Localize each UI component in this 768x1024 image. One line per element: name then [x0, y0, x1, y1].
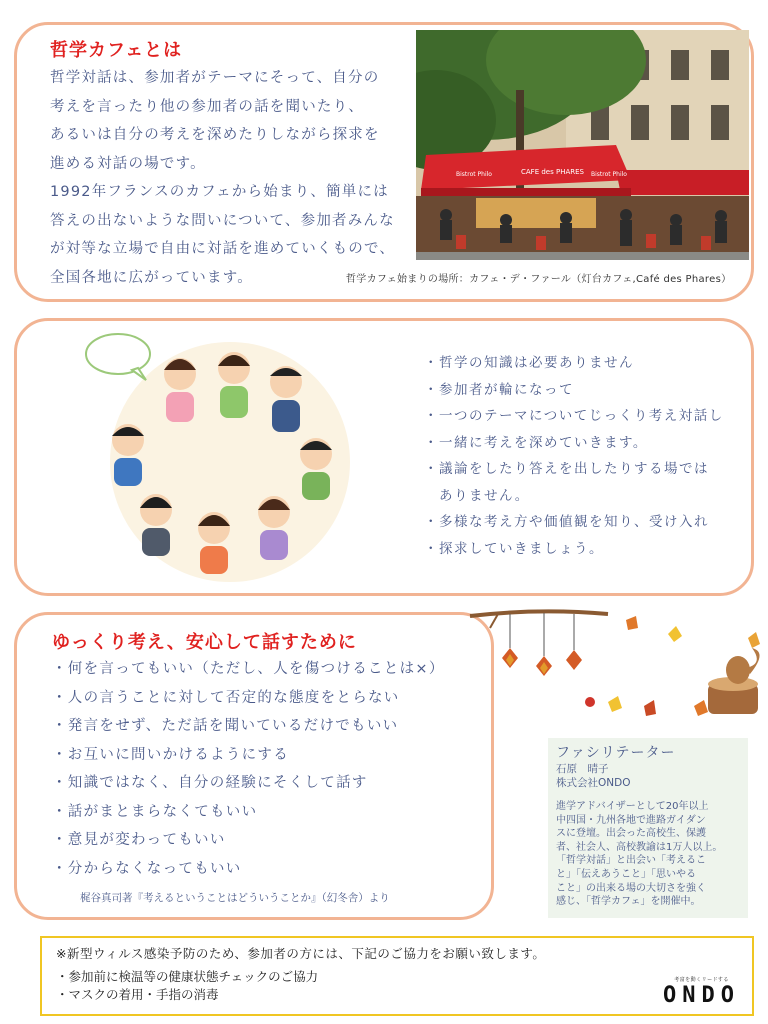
- about-bullet: ・探求していきましょう。: [424, 540, 604, 557]
- facilitator-bio: [556, 800, 740, 909]
- intro-line: 答えの出ないような問いについて、参加者みんな: [50, 212, 395, 229]
- intro-line: 1992年フランスのカフェから始まり、簡単には: [50, 184, 389, 200]
- notice-heading: ※新型ウィルス感染予防のため、参加者の方には、下記のご協力をお願い致します。: [56, 946, 546, 961]
- notice-item: ・参加前に検温等の健康状態チェックのご協力: [56, 969, 319, 984]
- intro-line: あるいは自分の考えを深めたりしながら探求を: [50, 127, 380, 143]
- bio-line: 中四国・九州各地で進路ガイダン: [556, 814, 706, 826]
- intro-line: 哲学対話は、参加者がテーマにそって、自分の: [50, 70, 380, 86]
- rule-item: ・お互いに問いかけるようにする: [52, 746, 289, 763]
- intro-line: 進める対話の場です。: [50, 155, 206, 172]
- rule-item: ・人の言うことに対して否定的な態度をとらない: [52, 689, 400, 706]
- rule-item: ・意見が変わってもいい: [52, 832, 226, 848]
- citation: 梶谷真司著『考えるということはどういうことか』（幻冬舎）より: [80, 892, 390, 904]
- photo-caption: 哲学カフェ始まりの場所：カフェ・デ・ファール（灯台カフェ,Café des Phares）: [346, 274, 732, 285]
- ground-rules-title: ゆっくり考え、安心して話すために: [52, 632, 357, 653]
- intro-line: が対等な立場で自由に対話を進めていくもので、: [50, 241, 396, 257]
- awning-sign-right: Bistrot Philo: [591, 171, 627, 178]
- bio-line: 者、社会人、高校教諭は1万人以上。: [556, 841, 723, 853]
- intro-text: [50, 64, 395, 292]
- logo-wordmark: ONDO: [663, 983, 740, 1008]
- ground-rules-list: [52, 655, 445, 883]
- logo-tagline: 考富を動くリードする: [674, 977, 729, 983]
- rule-item: ・発言をせず、ただ話を聞いているだけでもいい: [52, 718, 399, 734]
- about-bullet: ・議論をしたり答えを出したりする場では: [424, 461, 709, 477]
- intro-line: 全国各地に広がっています。: [50, 269, 253, 286]
- intro-title: 哲学カフェとは: [50, 40, 183, 61]
- intro-line: 考えを言ったり他の参加者の話を聞いたり、: [50, 98, 364, 115]
- bio-line: 感じ、「哲学カフェ」を開催中。: [556, 896, 701, 908]
- awning-sign-left: Bistrot Philo: [456, 171, 492, 178]
- bio-line: こと」の出来る場の大切さを強く: [556, 882, 706, 894]
- about-bullet: ・一緒に考えを深めていきます。: [424, 434, 648, 451]
- bio-line: と」「伝えあうこと」「思いやる: [556, 868, 696, 880]
- about-bullet: ・一つのテーマについてじっくり考え対話し: [424, 408, 724, 424]
- facilitator-card: [548, 738, 748, 918]
- rule-item: ・話がまとまらなくてもいい: [52, 803, 258, 820]
- ondo-logo: [663, 976, 740, 1008]
- bio-line: 「哲学対話」と出会い「考えるこ: [556, 855, 706, 867]
- people-circle-illustration: [80, 322, 370, 590]
- facilitator-company: 株式会社ONDO: [556, 777, 631, 789]
- rule-item: ・何を言ってもいい（ただし、人を傷つけることは×）: [52, 661, 445, 677]
- awning-sign-center: CAFE des PHARES: [521, 168, 584, 176]
- facilitator-name: 石原 晴子: [556, 763, 609, 775]
- bio-line: スに登壇。出会った高校生、保護: [556, 828, 706, 840]
- cafe-photo: [416, 30, 749, 260]
- notice-item: ・マスクの着用・手指の消毒: [56, 987, 219, 1002]
- about-bullet: ・多様な考え方や価値観を知り、受け入れ: [424, 514, 709, 530]
- autumn-leaves-illustration: [468, 604, 768, 724]
- about-bullet: ・参加者が輪になって: [424, 381, 574, 398]
- about-bullet: ・哲学の知識は必要ありません: [424, 355, 634, 371]
- rule-item: ・分からなくなってもいい: [52, 860, 242, 877]
- facilitator-heading: ファシリテーター: [556, 745, 676, 761]
- rule-item: ・知識ではなく、自分の経験にそくして話す: [52, 775, 368, 791]
- about-bullet: ありません。: [424, 487, 530, 504]
- bio-line: 進学アドバイザーとして20年以上: [556, 801, 709, 812]
- about-bullets: [424, 350, 724, 562]
- covid-notice: [40, 936, 754, 1016]
